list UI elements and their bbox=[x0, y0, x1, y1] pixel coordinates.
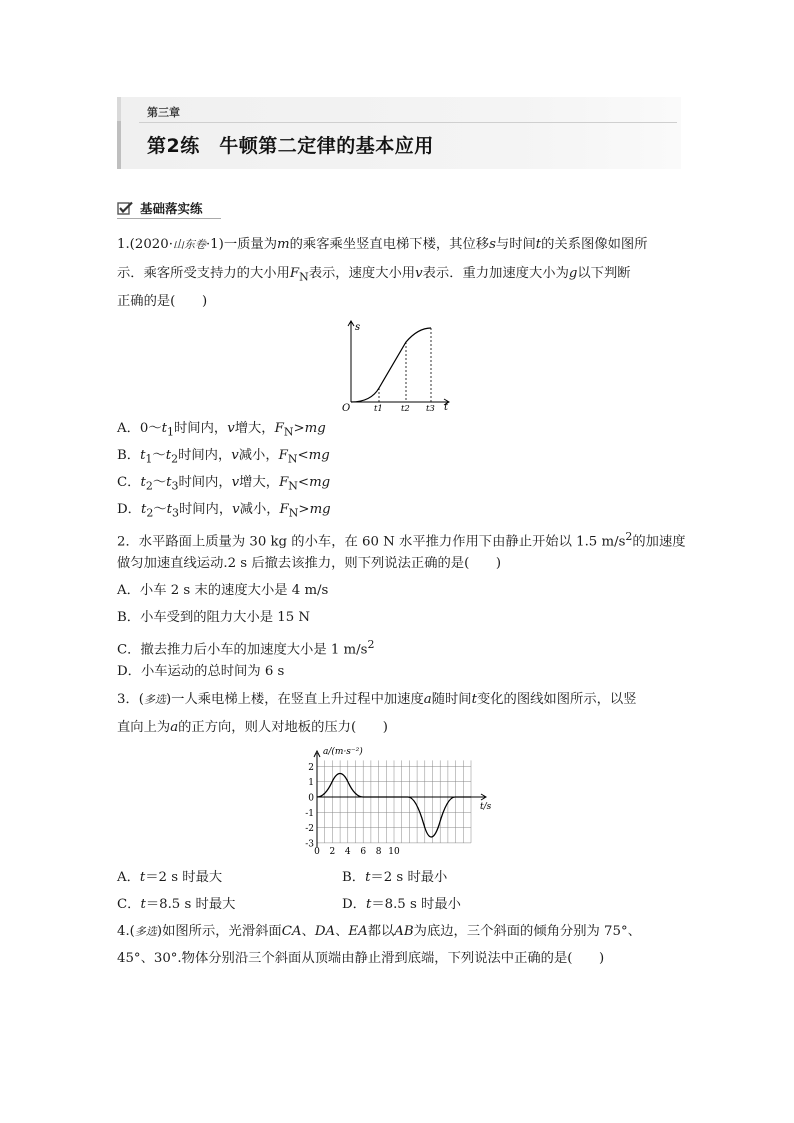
chapter-label: 第三章 bbox=[147, 106, 180, 119]
q3-option-c[interactable]: C．t＝8.5 s 时最大 bbox=[117, 897, 236, 912]
q3-line1: 3．(多选)一人乘电梯上楼，在竖直上升过程中加速度a随时间t变化的图线如图所示，以竖 bbox=[117, 692, 637, 707]
q3-x-tick-label: 4 bbox=[344, 846, 351, 857]
q4-line2: 45°、30°.物体分别沿三个斜面从顶端由静止滑到底端，下列说法中正确的是( ) bbox=[117, 951, 605, 966]
q3-x-ticks bbox=[314, 847, 400, 857]
q1-tick-t3: t3 bbox=[426, 404, 435, 414]
q3-y-axis-label: a/(m·s⁻²) bbox=[323, 747, 363, 757]
header-divider bbox=[139, 122, 677, 123]
q3-option-b[interactable]: B．t＝2 s 时最小 bbox=[342, 870, 448, 885]
section-label: 基础落实练 bbox=[140, 201, 203, 216]
q1-tick-t2: t2 bbox=[401, 404, 410, 414]
q3-x-tick-label: 10 bbox=[388, 846, 400, 857]
q1-origin: O bbox=[342, 403, 351, 414]
q1-tick-t1: t1 bbox=[374, 404, 383, 414]
q1-option-c[interactable]: C．$t_2\sim t_3$时间内，v增大，$F_N<mg$ bbox=[117, 475, 331, 493]
q3-y-tick-label: -3 bbox=[305, 839, 314, 850]
q1-axis-t: t bbox=[444, 402, 449, 413]
q3-option-d[interactable]: D．t＝8.5 s 时最小 bbox=[342, 897, 461, 912]
q1-s-t-graph bbox=[336, 316, 456, 414]
q3-x-tick-label: 2 bbox=[329, 846, 336, 857]
q2-line2: 做匀加速直线运动.2 s 后撤去该推力，则下列说法正确的是( ) bbox=[117, 556, 502, 571]
q1-line2: 示．乘客所受支持力的大小用$F_N$表示，速度大小用v表示．重力加速度大小为g以下判断 bbox=[117, 266, 631, 284]
q3-option-a[interactable]: A．t＝2 s 时最大 bbox=[117, 870, 223, 885]
q1-option-a[interactable]: A．$0\sim t_1$时间内，v增大，$F_N>mg$ bbox=[117, 421, 326, 439]
q3-y-tick-label: -1 bbox=[305, 808, 314, 819]
q3-x-tick-label: 0 bbox=[314, 846, 320, 857]
q2-option-d[interactable]: D．小车运动的总时间为 6 s bbox=[117, 664, 285, 679]
q3-y-tick-label: 2 bbox=[308, 762, 314, 773]
q3-x-axis-label: t/s bbox=[480, 802, 492, 812]
q1-line1: 1.(2020·山东卷·1)一质量为m的乘客乘坐竖直电梯下楼，其位移s与时间t的关系图像如图所 bbox=[117, 237, 648, 252]
q3-x-tick-label: 6 bbox=[360, 846, 367, 857]
q3-y-tick-label: 0 bbox=[308, 793, 314, 804]
q3-y-tick-label: -2 bbox=[305, 824, 314, 835]
q1-option-d[interactable]: D．$t_2\sim t_3$时间内，v减小，$F_N>mg$ bbox=[117, 502, 331, 520]
q1-option-b[interactable]: B．$t_1\sim t_2$时间内，v减小，$F_N<mg$ bbox=[117, 448, 330, 466]
section-underline bbox=[117, 218, 221, 219]
lesson-title: 第2练 牛顿第二定律的基本应用 bbox=[147, 135, 434, 157]
checkbox-check-icon bbox=[117, 201, 133, 215]
q2-option-a[interactable]: A．小车 2 s 末的速度大小是 4 m/s bbox=[117, 583, 329, 598]
q1-line3: 正确的是( ) bbox=[117, 294, 208, 309]
q3-y-tick-label: 1 bbox=[308, 778, 314, 789]
q3-x-tick-label: 8 bbox=[375, 846, 382, 857]
q3-line2: 直向上为a的正方向，则人对地板的压力( ) bbox=[117, 720, 388, 735]
q1-axis-s: s bbox=[355, 322, 361, 333]
q2-option-b[interactable]: B．小车受到的阻力大小是 15 N bbox=[117, 610, 311, 625]
section-heading bbox=[117, 198, 203, 218]
q3-y-ticks bbox=[305, 763, 314, 850]
q4-line1: 4.(多选)如图所示，光滑斜面CA、DA、EA都以AB为底边，三个斜面的倾角分别为 75°、 bbox=[117, 924, 641, 939]
q2-option-c[interactable]: C．撤去推力后小车的加速度大小是 1 $m/s^2$ bbox=[117, 638, 375, 658]
q2-line1: 2．水平路面上质量为 30 kg 的小车，在 60 N 水平推力作用下由静止开始以 1.5 $m/s^2$的加速度 bbox=[117, 530, 686, 550]
q3-a-t-graph bbox=[300, 745, 505, 860]
